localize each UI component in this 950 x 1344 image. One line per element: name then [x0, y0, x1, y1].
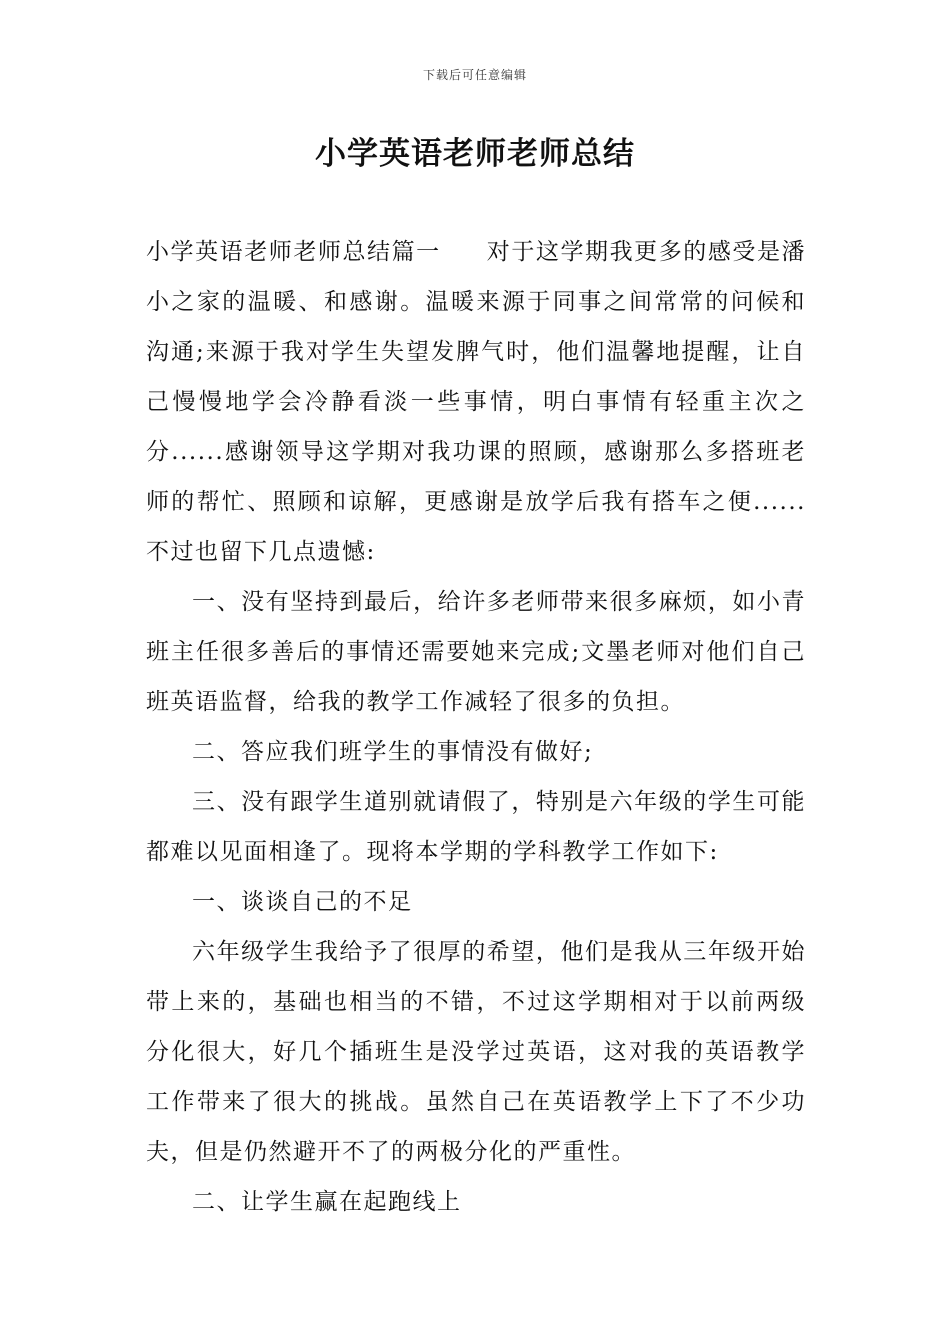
- document-title: 小学英语老师老师总结: [315, 136, 635, 172]
- paragraph: 二、答应我们班学生的事情没有做好;: [192, 739, 594, 765]
- intro-heading: 小学英语老师老师总结篇一: [146, 239, 441, 265]
- paragraph: 六年级学生我给予了很厚的希望，他们是我从三年级开始带上来的，基础也相当的不错，不过这学期相对于以前两级分化很大，好几个插班生是没学过英语，这对我的英语教学工作带来了很大的挑战。虽然自己在英语教学上下了不少功夫，但是仍然避开不了的两极分化的严重性。: [146, 939, 806, 1165]
- paragraph-intro: [146, 227, 806, 577]
- section-heading: 二、让学生赢在起跑线上: [192, 1189, 462, 1215]
- document-body: [146, 227, 806, 1227]
- section-heading: 一、谈谈自己的不足: [192, 889, 413, 915]
- paragraph: 一、没有坚持到最后，给许多老师带来很多麻烦，如小青班主任很多善后的事情还需要她来完成;文墨老师对他们自己班英语监督，给我的教学工作减轻了很多的负担。: [146, 589, 806, 715]
- header-note: 下载后可任意编辑: [422, 68, 527, 82]
- paragraph-text: 对于这学期我更多的感受是潘小之家的温暖、和感谢。温暖来源于同事之间常常的问候和沟通;来源于我对学生失望发脾气时，他们温馨地提醒，让自己慢慢地学会冷静看淡一些事情，明白事情有轻重主次之分......感谢领导这学期对我功课的照顾，感谢那么多搭班老师的帮忙、照顾和谅解，更感谢是放学后我有搭车之便......不过也留下几点遗憾:: [146, 239, 807, 565]
- paragraph: 三、没有跟学生道别就请假了，特别是六年级的学生可能都难以见面相逢了。现将本学期的学科教学工作如下:: [146, 789, 806, 865]
